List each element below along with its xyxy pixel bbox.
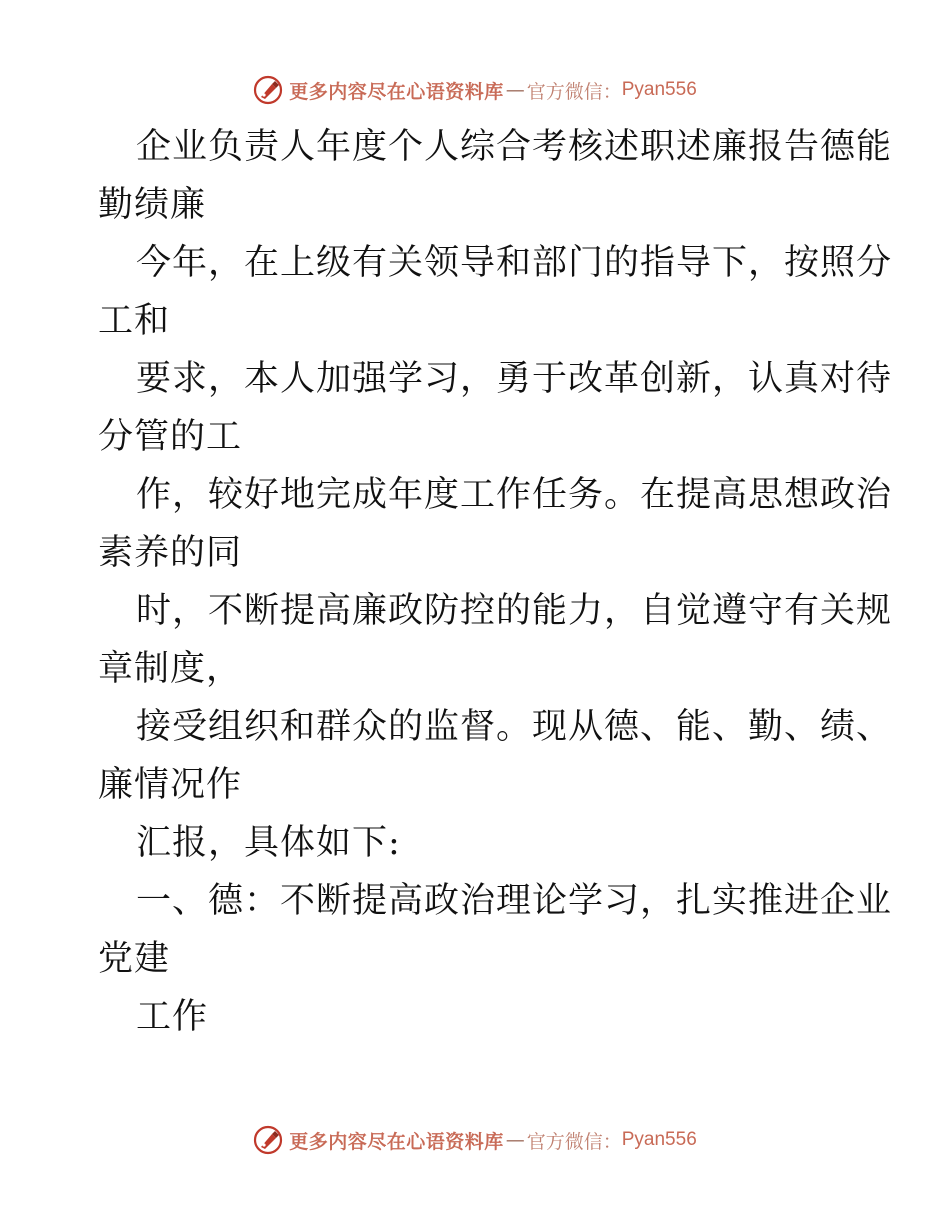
text-line: 素养的同	[98, 533, 243, 573]
text-line: 党建	[98, 939, 171, 979]
text-line: 工作	[136, 997, 209, 1037]
text-line: 要求，本人加强学习，勇于改革创新，认真对待	[136, 359, 893, 399]
text-line: 汇报，具体如下:	[136, 823, 401, 863]
banner-dash: —	[505, 79, 525, 101]
text-line: 工和	[98, 301, 171, 341]
text-line: 今年，在上级有关领导和部门的指导下，按照分	[136, 243, 893, 283]
text-line: 企业负责人年度个人综合考核述职述廉报告德能	[136, 127, 893, 167]
banner-main-text: 更多内容尽在心语资料库	[289, 80, 504, 103]
banner-main-text: 更多内容尽在心语资料库	[289, 1130, 504, 1153]
banner-wechat-id: Pyan556	[621, 79, 697, 100]
banner-wechat-label: 官方微信：	[526, 1130, 622, 1153]
banner-dash: —	[505, 1129, 525, 1151]
footer-banner	[0, 1122, 950, 1158]
text-line: 接受组织和群众的监督。现从德、能、勤、绩、	[136, 707, 893, 747]
banner-wechat-id: Pyan556	[621, 1129, 697, 1150]
text-line: 章制度，	[98, 649, 243, 689]
banner-wechat-label: 官方微信：	[526, 80, 622, 103]
text-line: 一、德：不断提高政治理论学习，扎实推进企业	[136, 881, 893, 921]
text-line: 分管的工	[98, 417, 243, 457]
text-line: 作，较好地完成年度工作任务。在提高思想政治	[136, 475, 893, 515]
header-banner	[0, 72, 950, 108]
pen-nib-logo-icon	[253, 1125, 283, 1155]
text-line: 廉情况作	[98, 765, 243, 805]
text-line: 勤绩廉	[98, 185, 207, 225]
document-body	[98, 118, 893, 1046]
text-line: 时，不断提高廉政防控的能力，自觉遵守有关规	[136, 591, 893, 631]
pen-nib-logo-icon	[253, 75, 283, 105]
